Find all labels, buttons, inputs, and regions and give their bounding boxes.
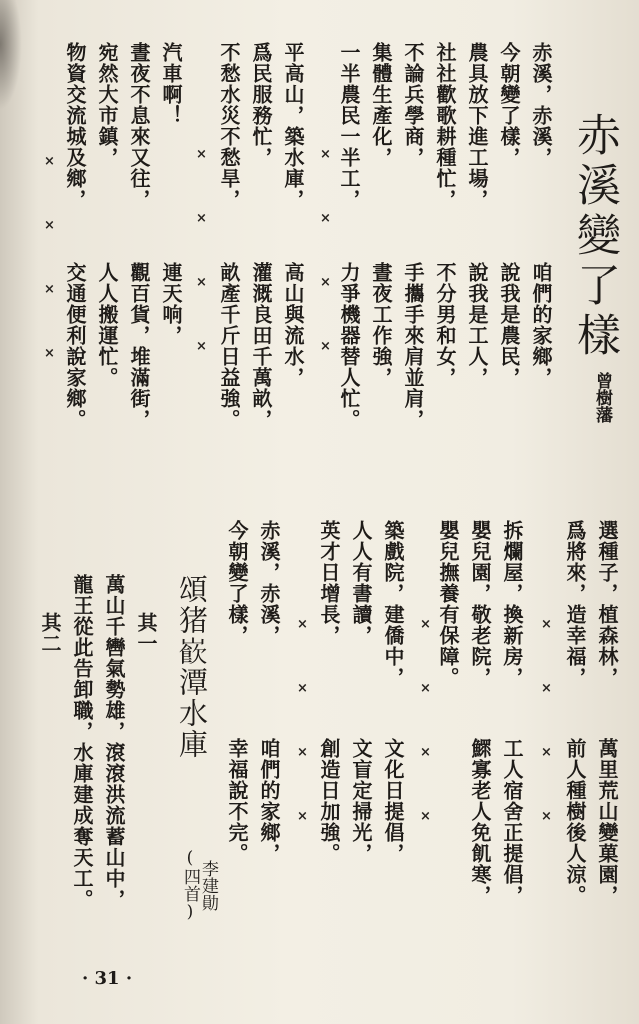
poem1-line: 交通便利說家鄉。 (63, 262, 87, 430)
separator-mark: × (44, 218, 55, 233)
poem1-author: 曾樹藩 (592, 372, 612, 423)
poem1-line: 集體生產化， (369, 42, 393, 168)
poem1-line: 爲民服務忙， (249, 42, 273, 168)
poem1-line: 連天响， (159, 262, 183, 346)
separator-mark: × (320, 147, 331, 162)
separator-mark: × (196, 147, 207, 162)
poem1-line: 工人宿舍正提倡， (500, 738, 524, 906)
poem1-line: 農具放下進工場， (465, 42, 489, 210)
poem1-title: 赤溪變了樣 (569, 112, 620, 362)
poem1-line: 畝產千斤日益強。 (217, 262, 241, 430)
separator-mark: × (420, 617, 431, 632)
poem1-line: 社社歡歌耕種忙， (433, 42, 457, 210)
poem2-part1-label: 其一 (134, 612, 158, 654)
poem1-line: 拆爛屋，換新房， (500, 520, 524, 688)
poem2-author: 李建勛 (198, 860, 218, 911)
separator-mark: × (541, 617, 552, 632)
separator-mark: × (320, 339, 331, 354)
poem1-line: 說我是工人， (465, 262, 489, 388)
poem1-line: 晝夜工作強， (369, 262, 393, 388)
separator-mark: × (420, 681, 431, 696)
separator-mark: × (420, 809, 431, 824)
poem1-line: 赤溪，赤溪， (529, 42, 553, 168)
poem1-line: 英才日增長， (317, 520, 341, 646)
poem1-line: 文盲定掃光， (349, 738, 373, 864)
poem1-line: 說我是農民， (497, 262, 521, 388)
separator-mark: × (44, 154, 55, 169)
poem1-line: 嬰兒撫養有保障。 (436, 520, 460, 688)
poem2-part2-label: 其二 (38, 612, 62, 654)
poem1-line: 不分男和女， (433, 262, 457, 388)
page-number: · 31 · (82, 968, 133, 989)
separator-mark: × (196, 339, 207, 354)
separator-mark: × (297, 809, 308, 824)
poem1-line: 高山與流水， (281, 262, 305, 388)
poem1-line: 晝夜不息來又往， (127, 42, 151, 210)
separator-mark: × (44, 282, 55, 297)
poem1-line: 人人有書讀， (349, 520, 373, 646)
poem1-line: 今朝變了樣， (225, 520, 249, 646)
page-shadow (0, 0, 22, 110)
separator-mark: × (541, 745, 552, 760)
separator-mark: × (297, 681, 308, 696)
poem1-line: 灌溉良田千萬畝， (249, 262, 273, 430)
poem1-line: 觀百貨，堆滿街， (127, 262, 151, 430)
poem1-line: 赤溪，赤溪， (257, 520, 281, 646)
poem1-line: 前人種樹後人涼。 (563, 738, 587, 906)
separator-mark: × (297, 617, 308, 632)
poem1-line: 平高山，築水庫， (281, 42, 305, 210)
poem1-line: 文化日提倡， (381, 738, 405, 864)
poem2-line: 龍王從此告卸職，水庫建成奪天工。 (70, 574, 94, 910)
separator-mark: × (196, 275, 207, 290)
poem1-line: 一半農民一半工， (337, 42, 361, 210)
separator-mark: × (297, 745, 308, 760)
poem1-line: 力爭機器替人忙。 (337, 262, 361, 430)
separator-mark: × (541, 809, 552, 824)
separator-mark: × (420, 745, 431, 760)
poem1-line: 今朝變了樣， (497, 42, 521, 168)
poem1-line: 不論兵學商， (401, 42, 425, 168)
poem1-line: 汽車啊！ (159, 42, 183, 126)
separator-mark: × (44, 346, 55, 361)
poem2-title: 頌猪𡼽潭水庫 (175, 574, 209, 760)
poem1-line: 鰥寡老人免飢寒， (468, 738, 492, 906)
separator-mark: × (541, 681, 552, 696)
poem1-line: 幸福說不完。 (225, 738, 249, 864)
poem1-line: 嬰兒園，敬老院， (468, 520, 492, 688)
poem1-line: 宛然大市鎮， (95, 42, 119, 168)
poem1-line: 咱們的家鄉， (257, 738, 281, 864)
poem2-subtitle: (四首) (180, 848, 200, 922)
poem1-line: 人人搬運忙。 (95, 262, 119, 388)
separator-mark: × (320, 275, 331, 290)
poem1-line: 萬里荒山變菓園， (595, 738, 619, 906)
poem1-line: 爲將來，造幸福， (563, 520, 587, 688)
poem1-line: 創造日加強。 (317, 738, 341, 864)
poem2-line: 萬山千轡氣勢雄，滾滾洪流蓄山中， (102, 574, 126, 910)
poem1-line: 咱們的家鄉， (529, 262, 553, 388)
poem1-line: 選種子，植森林， (595, 520, 619, 688)
poem1-line: 物資交流城及鄉， (63, 42, 87, 210)
separator-mark: × (320, 211, 331, 226)
poem1-line: 手攜手來肩並肩， (401, 262, 425, 430)
poem1-line: 不愁水災不愁旱， (217, 42, 241, 210)
poem1-line: 築戲院，建僑中， (381, 520, 405, 688)
separator-mark: × (196, 211, 207, 226)
